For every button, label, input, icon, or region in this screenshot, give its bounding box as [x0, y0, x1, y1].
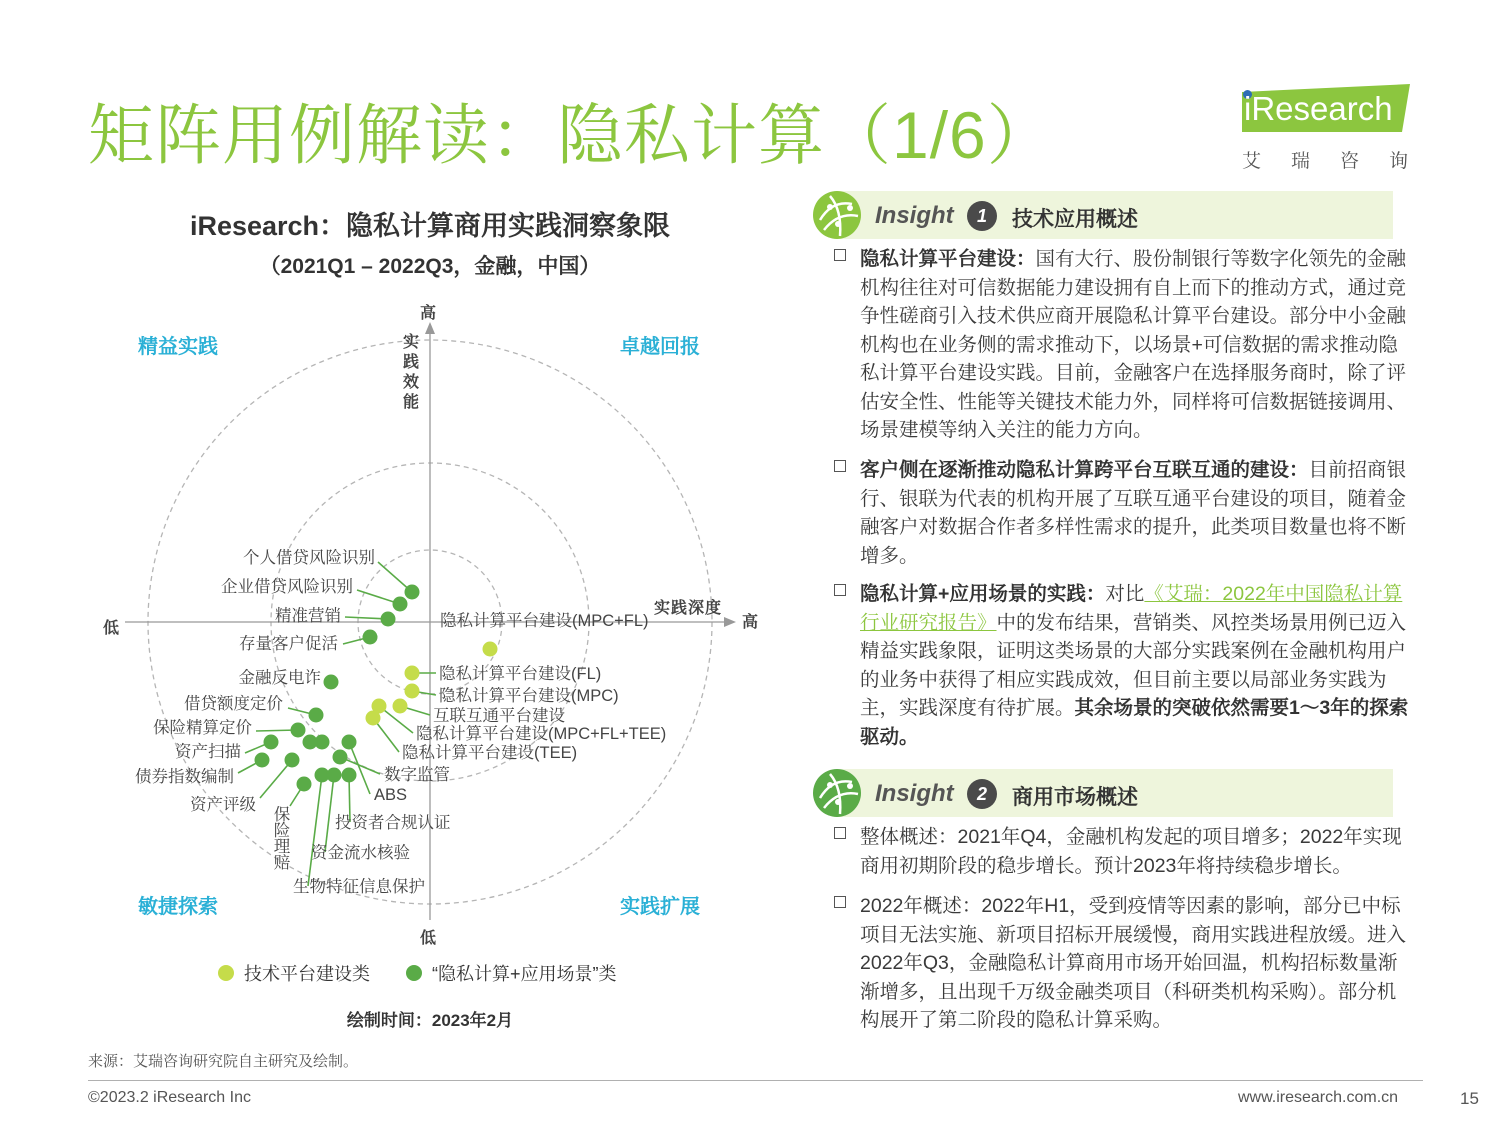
app-point	[342, 768, 357, 783]
logo-text: iResearch	[1244, 90, 1393, 127]
bullet-bold: 隐私计算+应用场景的实践：	[860, 583, 1106, 605]
y-axis-high: 高	[420, 305, 437, 322]
app-point	[303, 735, 318, 750]
point-label: 隐私计算平台建设(MPC)	[439, 687, 619, 705]
bullet-text: 目前招商银行、银联为代表的机构开展了互联互通平台建设的项目，随着金融客户对数据合作者多样性需求的提升，此类项目数量也将不断增多。	[860, 459, 1407, 567]
point-label: 隐私计算平台建设(FL)	[439, 665, 602, 683]
point-label: ABS	[374, 786, 408, 804]
bullet-text: 对比	[1105, 583, 1145, 605]
legend-tech-dot	[218, 965, 234, 981]
point-label: 隐私计算平台建设(MPC+FL+TEE)	[416, 725, 667, 743]
tech-point	[366, 711, 381, 726]
report-link[interactable]: 《艾瑞：2022年中国隐私计算行业研究报告》	[860, 583, 1403, 634]
quadrant-top-left: 精益实践	[138, 336, 218, 358]
app-point	[342, 735, 357, 750]
point-label-vertical: 赔	[273, 854, 291, 872]
insight-2-heading: 商用市场概述	[1012, 786, 1138, 809]
point-label: 投资者合规认证	[335, 814, 451, 832]
tech-point	[483, 642, 498, 657]
insight-2-number: 2	[967, 779, 997, 809]
bullet-bold: 客户侧在逐渐推动隐私计算跨平台互联互通的建设：	[860, 459, 1309, 481]
x-axis-arrow	[724, 617, 736, 627]
tech-point	[405, 684, 420, 699]
app-point	[264, 735, 279, 750]
legend-app-label: “隐私计算+应用场景”类	[432, 964, 617, 984]
point-label: 债券指数编制	[135, 768, 234, 786]
chart-title: iResearch：隐私计算商用实践洞察象限	[189, 211, 671, 241]
chart-made-time: 绘制时间：2023年2月	[346, 1011, 514, 1030]
website: www.iresearch.com.cn	[1238, 1089, 1399, 1106]
app-point	[393, 597, 408, 612]
bullet-text: 国有大行、股份制银行等数字化领先的金融机构往往对可信数据能力建设拥有自上而下的推动方式，通过竞争性磋商引入技术供应商开展隐私计算平台建设。部分中小金融机构也在业务侧的需求推动下，以场景+可信数据的需求推动隐私计算平台建设实践。目前，金融客户在选择服务商时，除了评估安全性、性能等关键技术能力外，同样将可信数据链接调用、场景建模等纳入关注的能力方向。	[860, 248, 1407, 441]
insight-2-bullet-2	[834, 892, 1414, 1035]
logo-subtitle: 艾瑞咨询	[1242, 151, 1439, 172]
app-point	[291, 723, 306, 738]
checkbox-icon	[834, 584, 846, 596]
globe-icon	[812, 768, 862, 818]
globe-icon	[812, 190, 862, 240]
point-label: 借贷额度定价	[184, 695, 283, 713]
point-label: 资金流水核验	[311, 844, 410, 862]
point-label: 个人借贷风险识别	[243, 549, 375, 567]
point-label: 存量客户促活	[239, 635, 338, 653]
x-axis-label: 实践深度	[654, 600, 723, 617]
legend-app	[406, 960, 617, 986]
quadrant-bottom-left: 敏捷探索	[138, 896, 218, 918]
page-number: 15	[1460, 1089, 1479, 1108]
point-label: 保险精算定价	[153, 719, 252, 737]
app-point	[405, 585, 420, 600]
point-label-vertical: 险	[273, 822, 291, 840]
tech-point	[405, 666, 420, 681]
checkbox-icon	[834, 827, 846, 839]
tech-point	[393, 699, 408, 714]
point-label: 企业借贷风险识别	[221, 578, 353, 596]
app-point	[285, 753, 300, 768]
app-point	[381, 612, 396, 627]
insight-1-bullet-2	[834, 456, 1414, 570]
bullet-text: 整体概述：2021年Q4，金融机构发起的项目增多；2022年实现商用初期阶段的稳步增长。预计2023年将持续稳步增长。	[860, 826, 1402, 877]
insight-1-number: 1	[967, 201, 997, 231]
bullet-text: 2022年概述：2022年H1，受到疫情等因素的影响，部分已中标项目无法实施、新项目招标开展缓慢，商用实践进程放缓。进入2022年Q3，金融隐私计算商用市场开始回温，机构招标数量渐渐增多，且出现千万级金融类项目（科研类机构采购）。部分机构展开了第二阶段的隐私计算采购。	[860, 895, 1407, 1031]
quadrant-chart	[0, 0, 760, 960]
x-axis-high: 高	[742, 614, 759, 631]
checkbox-icon	[834, 896, 846, 908]
point-label: 金融反电诈	[238, 669, 321, 687]
point-label-vertical: 保	[273, 806, 291, 824]
point-label: 隐私计算平台建设(MPC+FL)	[440, 612, 649, 630]
point-label: 隐私计算平台建设(TEE)	[402, 744, 578, 762]
y-axis-low: 低	[420, 930, 437, 947]
checkbox-icon	[834, 460, 846, 472]
insight-1-bullet-1	[834, 245, 1414, 445]
y-axis-arrow	[425, 322, 435, 334]
page-title: 矩阵用例解读：隐私计算（1/6）	[88, 98, 1054, 172]
app-point	[363, 630, 378, 645]
app-point	[309, 708, 324, 723]
x-axis-low: 低	[103, 620, 120, 637]
legend-app-dot	[406, 965, 422, 981]
insight-2-word: Insight	[875, 780, 954, 807]
leader-line	[308, 775, 322, 886]
legend-tech-label: 技术平台建设类	[244, 964, 370, 984]
bullet-bold: 隐私计算平台建设：	[860, 248, 1036, 270]
quadrant-top-right: 卓越回报	[620, 336, 700, 358]
insight-2-bullet-1	[834, 823, 1414, 880]
app-point	[324, 675, 339, 690]
source-note: 来源：艾瑞咨询研究院自主研究及绘制。	[88, 1053, 359, 1070]
insight-1-bullet-3	[834, 580, 1414, 751]
app-point	[333, 750, 348, 765]
checkbox-icon	[834, 249, 846, 261]
point-label: 生物特征信息保护	[293, 878, 425, 896]
app-point	[255, 753, 270, 768]
footer-divider	[88, 1080, 1423, 1081]
legend-tech	[218, 960, 370, 986]
chart-subtitle: （2021Q1 – 2022Q3，金融，中国）	[259, 255, 601, 278]
point-label-vertical: 理	[273, 838, 291, 856]
point-label: 资产扫描	[175, 743, 241, 761]
bullet-text: 中的发布结果，营销类、风控类场景用例已迈入精益实践象限，证明这类场景的大部分实践案例在金融机构用户的业务中获得了相应实践成效，但目前主要以局部业务实践为主，实践深度有待扩展。	[860, 611, 1407, 719]
y-axis-label: 实 践 效 能	[402, 334, 419, 411]
app-point	[297, 777, 312, 792]
point-label: 互联互通平台建设	[433, 707, 565, 725]
insight-1-word: Insight	[875, 202, 954, 229]
quadrant-bottom-right: 实践扩展	[620, 896, 700, 918]
point-label: 数字监管	[384, 766, 450, 784]
leader-line	[325, 775, 334, 852]
copyright: ©2023.2 iResearch Inc	[88, 1089, 251, 1106]
logo	[1242, 80, 1442, 170]
point-label: 精准营销	[275, 607, 341, 625]
point-label: 资产评级	[190, 796, 256, 814]
insight-1-heading: 技术应用概述	[1012, 208, 1138, 231]
bullet-bold-tail: 其余场景的突破依然需要1～3年的探索驱动。	[860, 697, 1409, 748]
app-point	[327, 768, 342, 783]
